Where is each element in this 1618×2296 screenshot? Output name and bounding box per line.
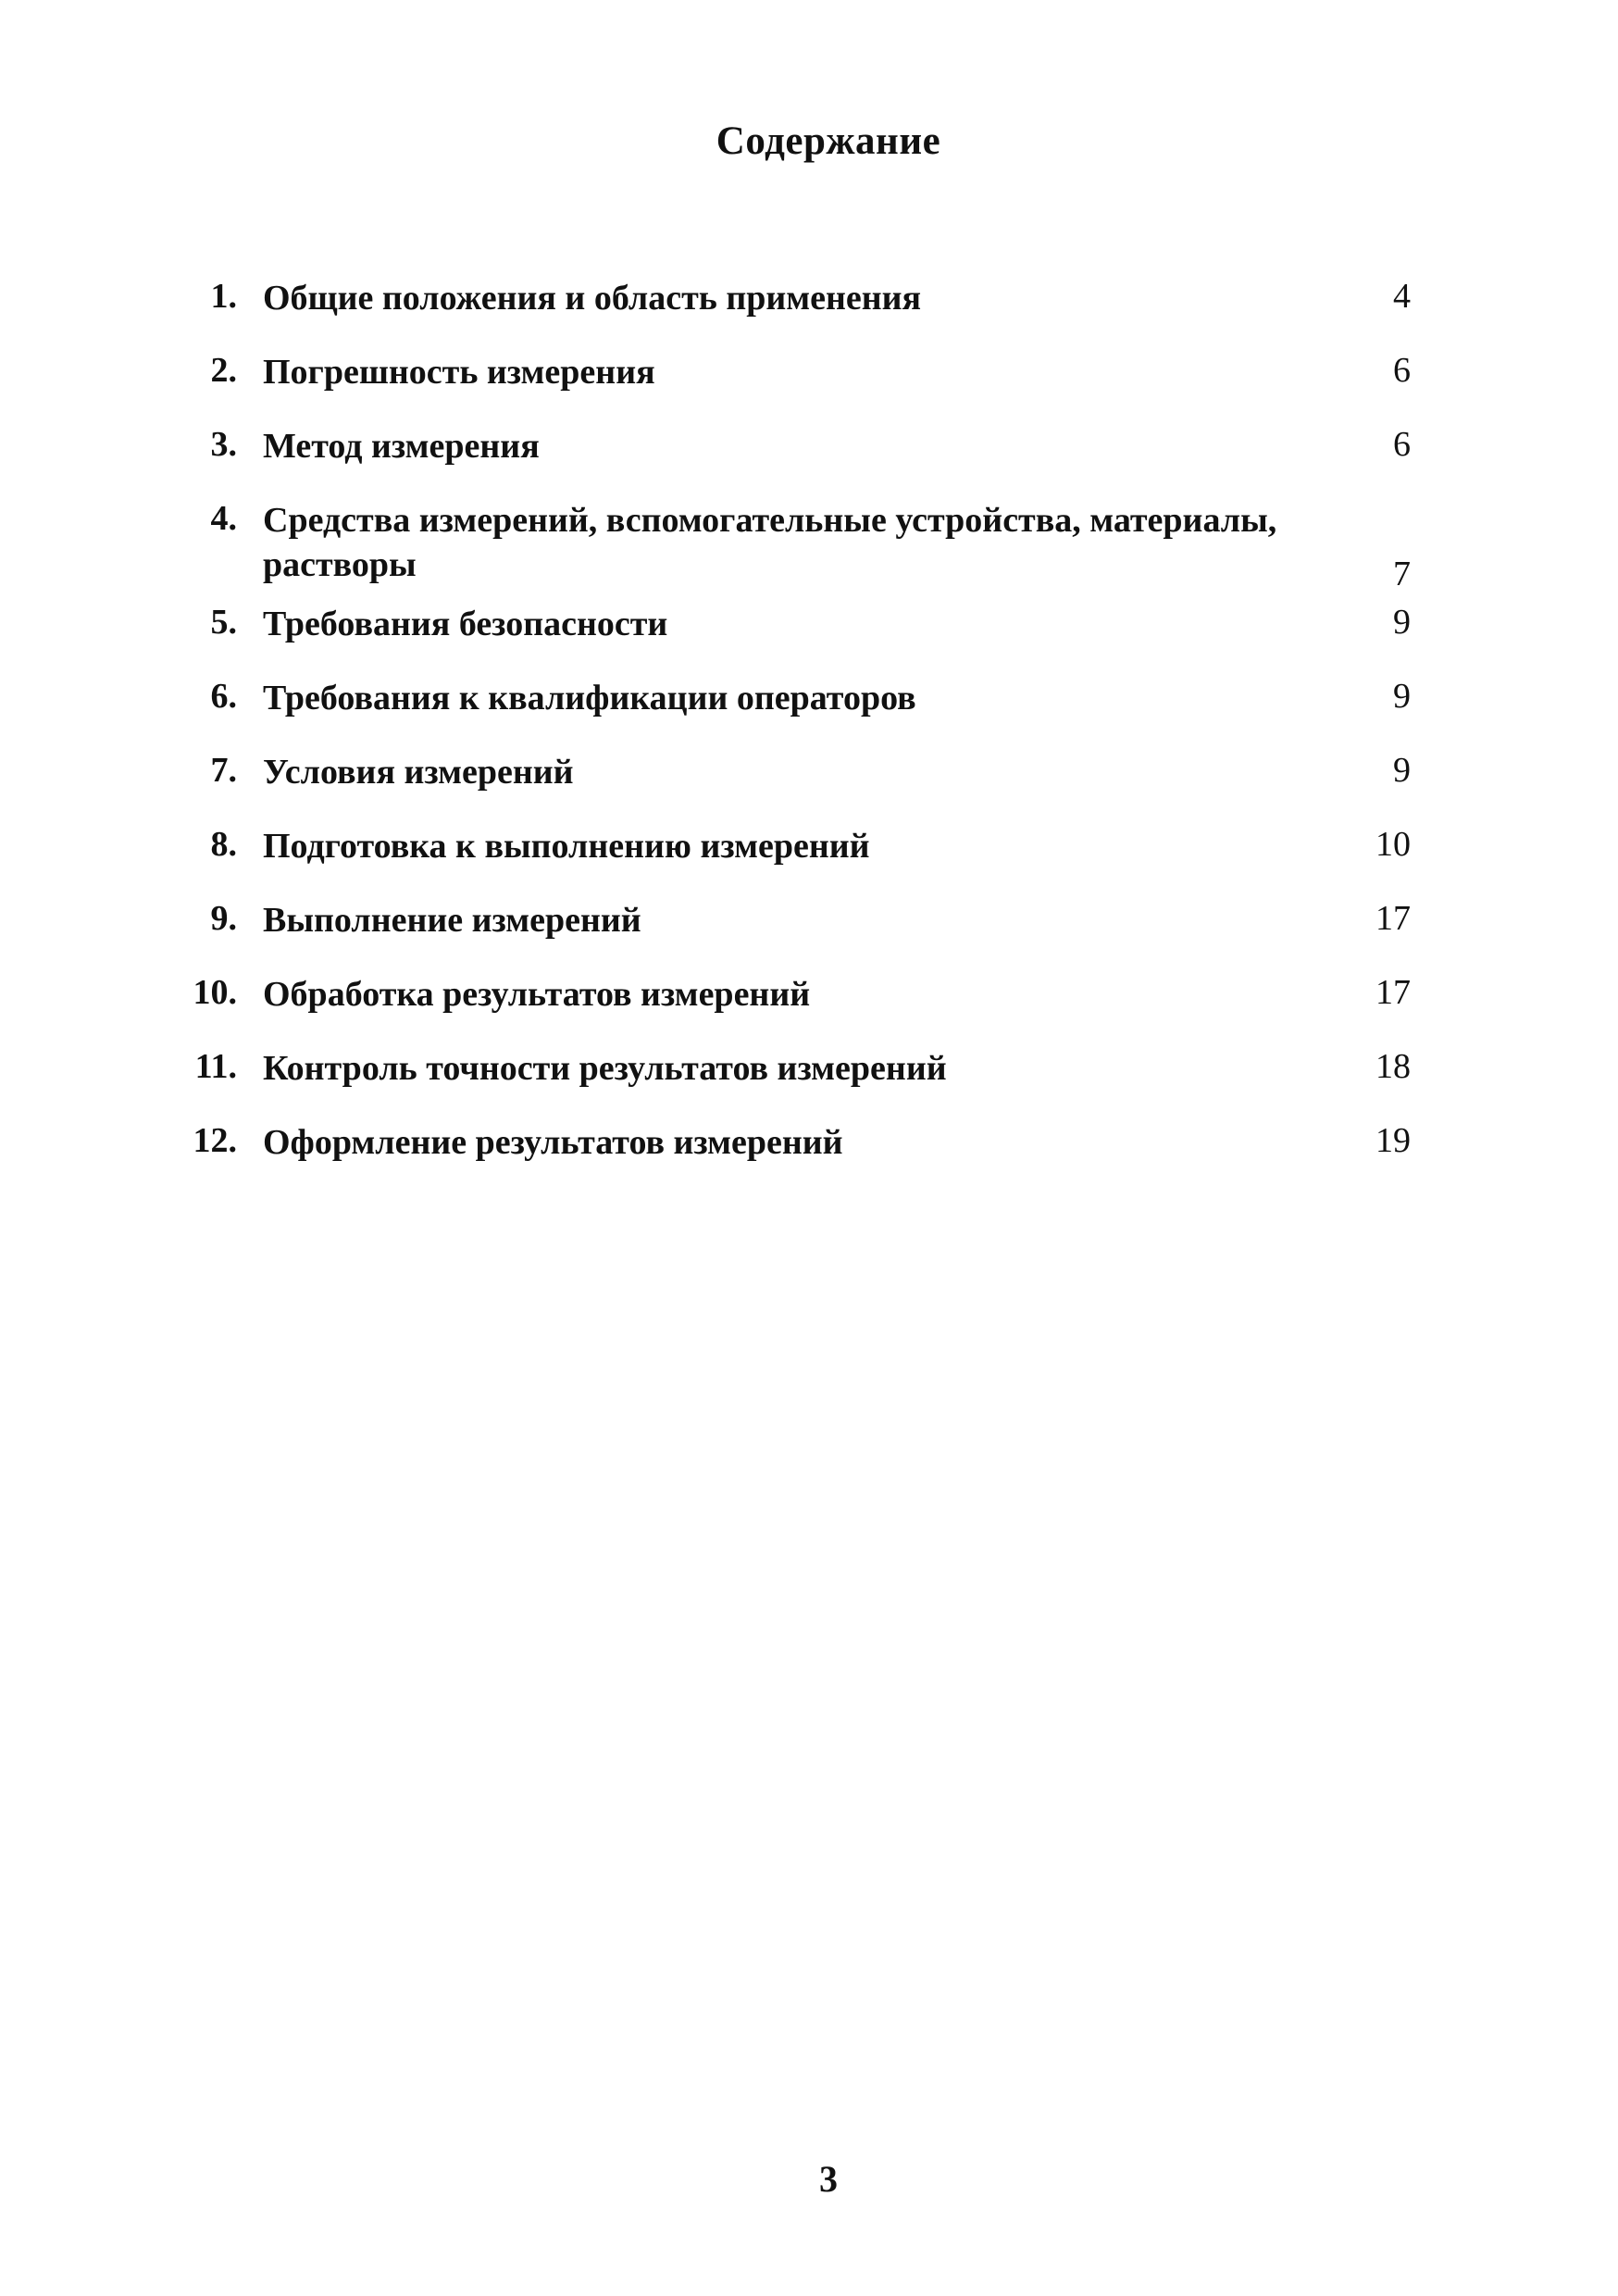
toc-entry-7[interactable] — [0, 750, 1618, 824]
toc-entry-title: Требования безопасности — [263, 605, 668, 643]
toc-entry-title: Подготовка к выполнению измерений — [263, 827, 870, 866]
toc-entry-number: 5. — [210, 603, 237, 642]
toc-entry-page: 9 — [1393, 751, 1411, 790]
toc-entry-page: 9 — [1393, 603, 1411, 642]
toc-entry-page: 10 — [1375, 825, 1411, 864]
toc-entry-page: 17 — [1375, 973, 1411, 1012]
toc-entry-title: Выполнение измерений — [263, 901, 641, 940]
toc-entry-5[interactable] — [0, 602, 1618, 676]
toc-entry-title: Метод измерения — [263, 427, 540, 466]
toc-entry-6[interactable] — [0, 676, 1618, 750]
toc-entry-number: 11. — [194, 1047, 237, 1086]
toc-entry-title: Средства измерений, вспомогательные устройства, материалы, растворы — [263, 501, 1277, 584]
toc-entry-title: Условия измерений — [263, 753, 574, 792]
toc-entry-page: 4 — [1393, 277, 1411, 316]
toc-entry-number: 10. — [193, 973, 237, 1012]
toc-entry-number: 4. — [210, 499, 237, 538]
toc-entry-page: 18 — [1375, 1047, 1411, 1086]
toc-entry-title: Погрешность измерения — [263, 353, 655, 392]
toc-entry-11[interactable] — [0, 1046, 1618, 1120]
toc-entry-number: 2. — [210, 351, 237, 390]
toc-entry-page: 19 — [1375, 1121, 1411, 1160]
toc-entry-2[interactable] — [0, 350, 1618, 424]
toc-entry-title: Общие положения и область применения — [263, 279, 922, 318]
toc-entry-number: 8. — [210, 825, 237, 864]
toc-entry-3[interactable] — [0, 424, 1618, 498]
toc-entry-number: 6. — [210, 677, 237, 716]
toc-entry-title: Требования к квалификации операторов — [263, 679, 916, 718]
toc-entry-page: 6 — [1393, 425, 1411, 464]
toc-entry-8[interactable] — [0, 824, 1618, 898]
toc-entry-title: Контроль точности результатов измерений — [263, 1049, 947, 1088]
toc-entry-page: 6 — [1393, 351, 1411, 390]
toc-entry-4[interactable] — [0, 498, 1618, 602]
toc-entry-page: 17 — [1375, 899, 1411, 938]
toc-entry-number: 7. — [210, 751, 237, 790]
toc-entry-number: 9. — [210, 899, 237, 938]
page-title: Содержание — [716, 119, 941, 163]
page-number: 3 — [819, 2158, 838, 2200]
toc-entry-1[interactable] — [0, 276, 1618, 350]
toc-entry-10[interactable] — [0, 972, 1618, 1046]
toc-entry-number: 3. — [210, 425, 237, 464]
toc-entry-number: 12. — [193, 1121, 237, 1160]
toc-entry-12[interactable] — [0, 1120, 1618, 1194]
toc-entry-title: Обработка результатов измерений — [263, 975, 811, 1014]
toc-entry-page: 9 — [1393, 677, 1411, 716]
toc-entry-title: Оформление результатов измерений — [263, 1123, 843, 1162]
toc-entry-9[interactable] — [0, 898, 1618, 972]
toc-entry-number: 1. — [210, 277, 237, 316]
toc-entry-page: 7 — [1393, 555, 1411, 593]
table-of-contents — [0, 276, 1618, 1194]
